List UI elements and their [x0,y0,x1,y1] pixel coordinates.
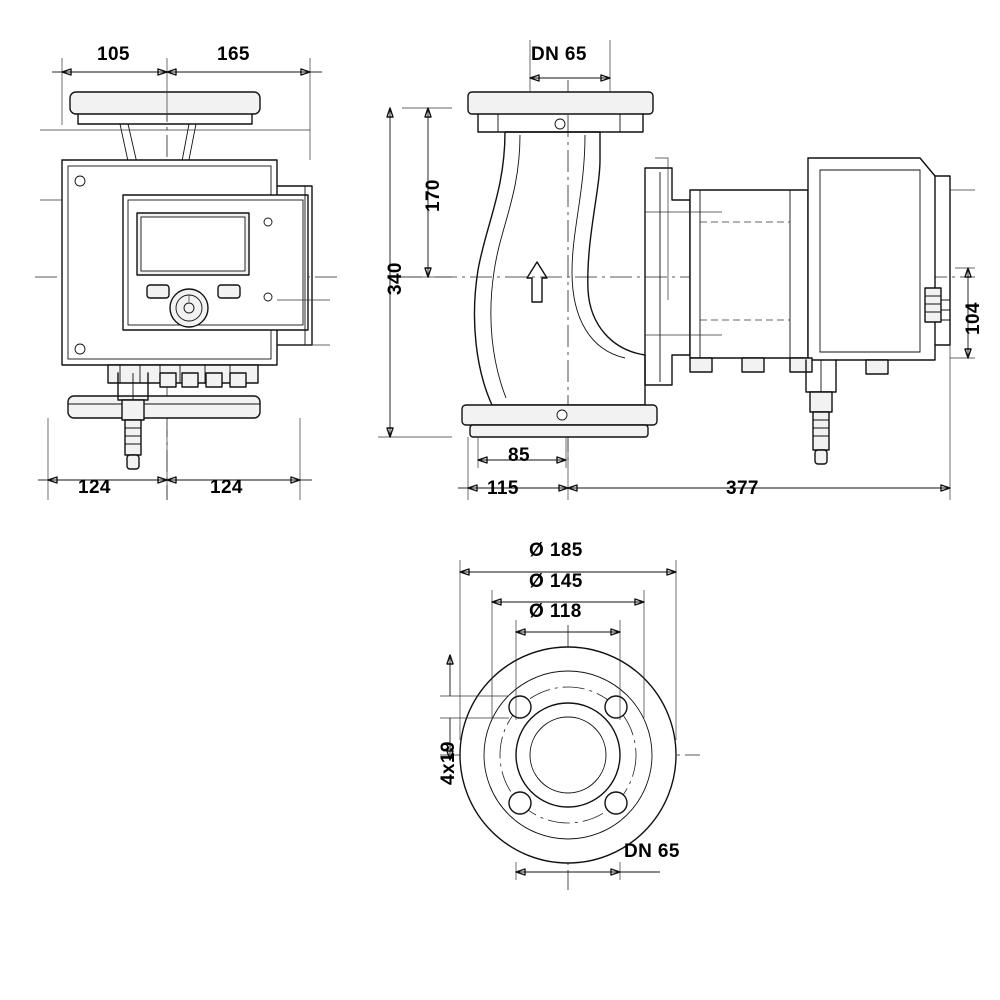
dim-flange-outer-diameter: Ø 185 [529,540,583,561]
dim-front-bottom-left: 124 [78,477,111,498]
dim-front-top-left: 105 [97,44,130,65]
dim-side-length-right: 377 [726,478,759,499]
dim-side-dn-top: DN 65 [531,44,587,65]
dim-flange-holes: 4x19 [438,741,459,785]
dim-flange-inner-diameter: Ø 118 [529,601,582,622]
dim-side-height-upper: 170 [423,179,444,212]
side-view [378,40,975,500]
dim-flange-dn: DN 65 [624,841,680,862]
dim-front-top-right: 165 [217,44,250,65]
dim-front-bottom-right: 124 [210,477,243,498]
dim-side-base-width: 85 [508,445,530,466]
dim-side-depth-left: 115 [487,478,519,499]
dim-flange-bolt-circle: Ø 145 [529,571,583,592]
dim-side-height-total: 340 [385,262,406,295]
dim-side-motor-height: 104 [963,302,984,335]
front-view [35,58,340,500]
